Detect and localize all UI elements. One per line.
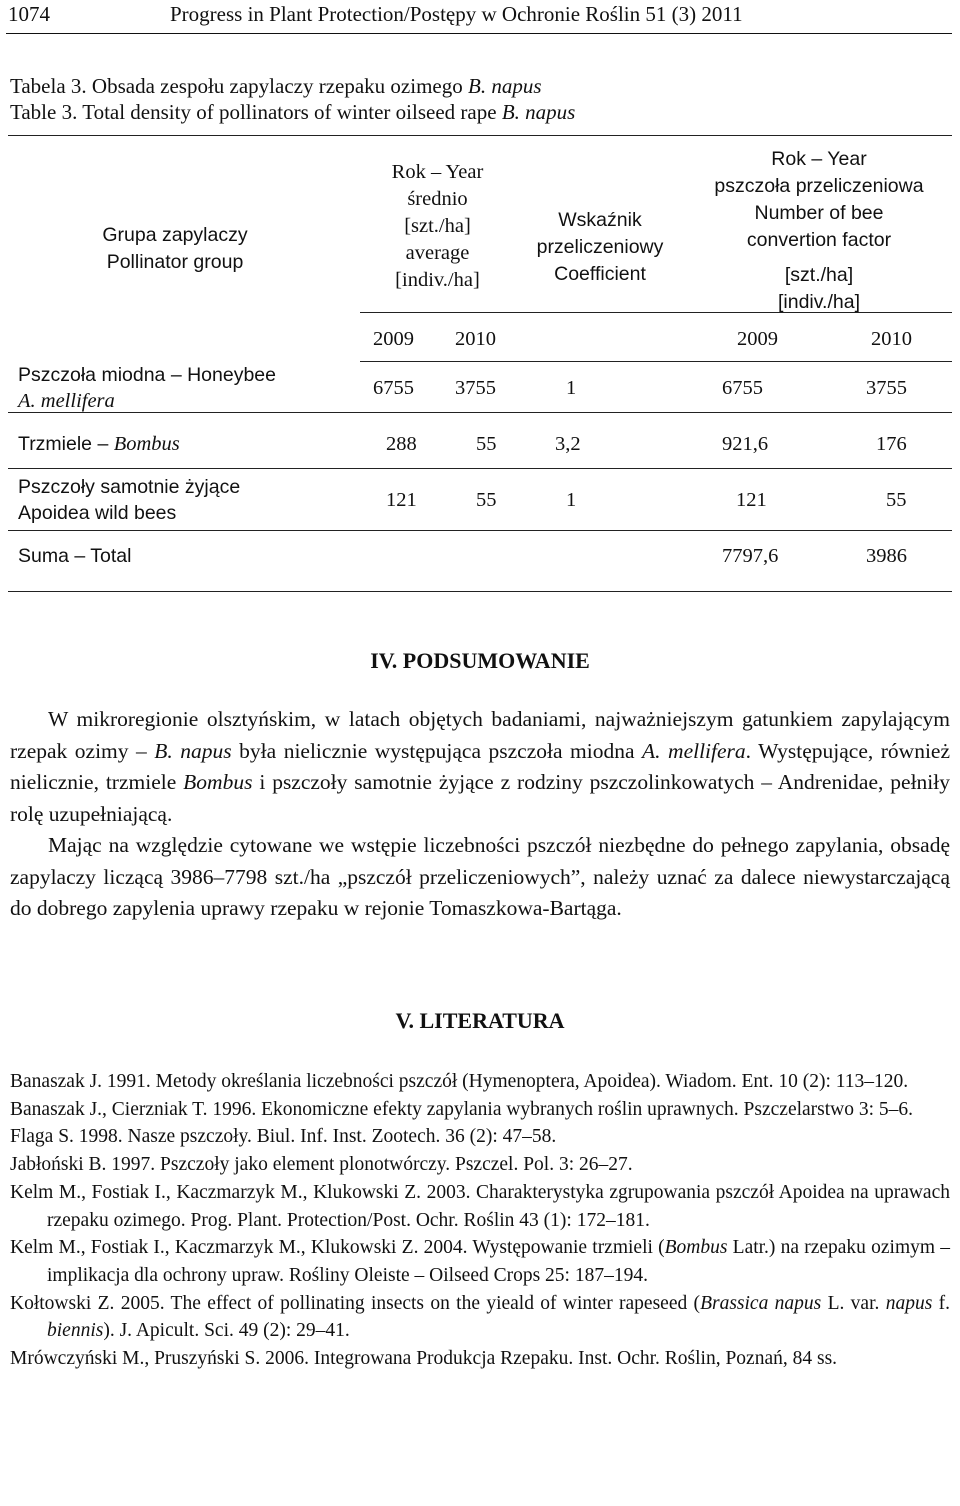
reference-item: Kelm M., Fostiak I., Kaczmarzyk M., Klukowski Z. 2004. Występowanie trzmieli (Bombus Latr.) na rzepaku ozimym – implikacja dla ochrony upraw. Rośliny Oleiste – Oilseed Crops 25: 187–194. bbox=[10, 1237, 950, 1286]
literature-heading: V. LITERATURA bbox=[395, 1008, 565, 1033]
table-caption-en: Table 3. Total density of pollinators of winter oilseed rape B. napus bbox=[10, 100, 576, 124]
pollinator-density-table bbox=[0, 135, 960, 595]
table-top-rule bbox=[8, 135, 952, 136]
cell-avg-2010: 55 bbox=[476, 433, 497, 455]
table-caption-pl: Tabela 3. Obsada zespołu zapylaczy rzepaku ozimego B. napus bbox=[10, 74, 542, 98]
cell-bee-2009: 6755 bbox=[722, 377, 763, 399]
cell-bee-2010: 176 bbox=[876, 433, 907, 455]
table-subheader-rule bbox=[360, 312, 952, 313]
cell-avg-2010: 55 bbox=[476, 489, 497, 511]
col-header-group: Grupa zapylaczy Pollinator group bbox=[102, 224, 248, 273]
summary-paragraph-1: W mikroregionie olsztyńskim, w latach objętych badaniami, najważniejszym gatunkiem zapylającym rzepak ozimy – B. napus była nielicznie występująca pszczoła miodna A. mellifera. Występujące, również nielicznie, trzmiele Bombus i pszczoły samotnie żyjące z rodziny pszczolinkowatych – Andrenidae, pełniły rolę uzupełniającą. bbox=[10, 707, 951, 826]
reference-item: Kelm M., Fostiak I., Kaczmarzyk M., Klukowski Z. 2003. Charakterystyka zgrupowania pszczół Apoidea na uprawach rzepaku ozimego. Prog. Plant. Protection/Post. Ochr. Roślin 43 (1): 172–181. bbox=[10, 1181, 950, 1231]
summary-paragraph-2: Mając na względzie cytowane we wstępie liczebności pszczół niezbędne do pełnego zapylania, obsadę zapylaczy liczącą 3986–7798 szt./ha „pszczół przeliczeniowych”, należy uznać za dalece niewystarczającą do dobrego zapylenia uprawy rzepaku w rejonie Tomaszkowa-Bartąga. bbox=[10, 833, 950, 920]
year-2009-avg: 2009 bbox=[373, 328, 414, 350]
cell-coefficient: 1 bbox=[566, 489, 577, 511]
year-2010-avg: 2010 bbox=[455, 328, 496, 350]
reference-item: Jabłoński B. 1997. Pszczoły jako element plonotwórczy. Pszczel. Pol. 3: 26–27. bbox=[10, 1154, 633, 1176]
year-2009-bee: 2009 bbox=[737, 328, 778, 350]
reference-item: Flaga S. 1998. Nasze pszczoły. Biul. Inf. Inst. Zootech. 36 (2): 47–58. bbox=[10, 1126, 557, 1148]
cell-bee-2009: 121 bbox=[736, 489, 767, 511]
cell-coefficient: 3,2 bbox=[555, 433, 581, 455]
running-header bbox=[0, 0, 960, 30]
table-row: Trzmiele – Bombus bbox=[18, 433, 180, 455]
cell-avg-2010: 3755 bbox=[455, 377, 496, 399]
col-header-bee-equivalent: Rok – Year pszczoła przeliczeniowa Number of bee convertion factor [szt./ha] [indiv./ha] bbox=[714, 148, 924, 313]
table-header-rule bbox=[360, 361, 952, 362]
row-rule bbox=[8, 468, 952, 469]
reference-item: Banaszak J. 1991. Metody określania liczebności pszczół (Hymenoptera, Apoidea). Wiadom. Ent. 10 (2): 113–120. bbox=[10, 1071, 909, 1092]
cell-bee-2010: 55 bbox=[886, 489, 907, 511]
summary-heading: IV. PODSUMOWANIE bbox=[370, 648, 590, 673]
reference-item: Mrówczyński M., Pruszyński S. 2006. Integrowana Produkcja Rzepaku. Inst. Ochr. Roślin, Poznań, 84 ss. bbox=[10, 1348, 838, 1370]
table-row: Pszczoły samotnie żyjące Apoidea wild bees bbox=[18, 476, 241, 524]
caption-species: B. napus bbox=[501, 100, 576, 124]
cell-coefficient: 1 bbox=[566, 377, 577, 399]
header-rule bbox=[6, 33, 952, 34]
reference-item: Banaszak J., Cierzniak T. 1996. Ekonomiczne efekty zapylania wybranych roślin uprawnych. Pszczelarstwo 3: 5–6. bbox=[10, 1098, 914, 1120]
caption-species: B. napus bbox=[468, 74, 542, 98]
journal-title: Progress in Plant Protection/Postępy w Ochronie Roślin 51 (3) 2011 bbox=[170, 2, 743, 26]
col-header-average: Rok – Year średnio [szt./ha] average [indiv./ha] bbox=[391, 161, 484, 291]
cell-avg-2009: 6755 bbox=[373, 377, 414, 399]
total-label: Suma – Total bbox=[18, 545, 132, 567]
table-row: Pszczoła miodna – Honeybee A. mellifera bbox=[18, 364, 276, 412]
cell-bee-2010: 3755 bbox=[866, 377, 907, 399]
table-bottom-rule bbox=[8, 591, 952, 592]
total-bee-2009: 7797,6 bbox=[722, 545, 779, 567]
total-bee-2010: 3986 bbox=[866, 545, 907, 567]
col-header-coefficient: Wskaźnik przeliczeniowy Coefficient bbox=[536, 209, 664, 285]
cell-avg-2009: 288 bbox=[386, 433, 417, 455]
reference-item: Kołtowski Z. 2005. The effect of pollinating insects on the yieald of winter rapeseed (Brassica napus L. var. napus f. biennis). J. Apicult. Sci. 49 (2): 29–41. bbox=[10, 1292, 951, 1342]
page-number: 1074 bbox=[8, 2, 50, 26]
year-2010-bee: 2010 bbox=[871, 328, 912, 350]
row-rule bbox=[8, 412, 952, 413]
cell-bee-2009: 921,6 bbox=[722, 433, 769, 455]
row-rule bbox=[8, 530, 952, 531]
cell-avg-2009: 121 bbox=[386, 489, 417, 511]
reference-list bbox=[10, 1068, 950, 1373]
